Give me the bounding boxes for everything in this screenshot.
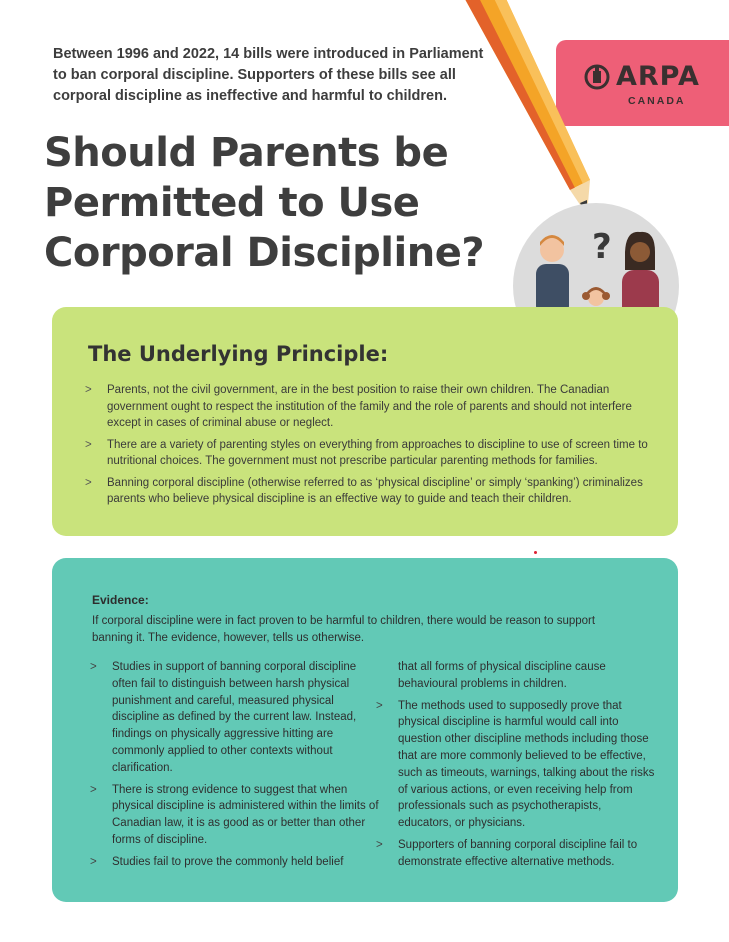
title-line-3: Corporal Discipline? [44, 230, 485, 276]
list-item: > There are a variety of parenting styles on everything from approaches to discipline to use of screen time to nutritional choices. The government must not prescribe particular parenting methods for families. [85, 437, 665, 470]
pencil-illustration [440, 0, 620, 220]
question-mark-icon: ? [592, 227, 612, 267]
list-item: > Banning corporal discipline (otherwise referred to as ‘physical discipline’ or simply ‘spanking’) criminalizes parents who believe physical discipline is an effective way to guide and teach their children. [85, 475, 665, 508]
list-item: > There is strong evidence to suggest that when physical discipline is administered within the limits of Canadian law, it is as good as or better than other forms of discipline. [90, 782, 380, 849]
intro-text: Between 1996 and 2022, 14 bills were introduced in Parliament to ban corporal discipline. Supporters of these bills see all corporal discipline as ineffective and harmful to children. [53, 46, 484, 104]
list-item: > Studies in support of banning corporal discipline often fail to distinguish between harsh physical punishment and careful, measured physical discipline as defined by the current law. Instead, findings on physically aggressive hitting are commonly applied to other contexts without clarification. [90, 659, 380, 777]
list-item: > Studies fail to prove the commonly held belief [90, 854, 380, 871]
list-item: > The methods used to supposedly prove that physical discipline is harmful would call into question other discipline methods including those that are more commonly believed to be effective, such as timeouts, warnings, talking about the risks of various actions, or even receiving help from professionals such as psychotherapists, educators, or physicians. [376, 698, 656, 832]
logo-subtitle: CANADA [628, 95, 686, 107]
title-line-1: Should Parents be [44, 130, 449, 176]
evidence-right-column [376, 659, 656, 876]
list-item: > Supporters of banning corporal discipline fail to demonstrate effective alternative methods. [376, 837, 656, 871]
logo-name: ARPA [616, 61, 700, 92]
red-dot [534, 551, 537, 554]
list-item: > Parents, not the civil government, are in the best position to raise their own children. The Canadian government ought to respect the institution of the family and the role of parents and should not interfere except in cases of criminal abuse or neglect. [85, 382, 665, 432]
evidence-intro: If corporal discipline were in fact proven to be harmful to children, there would be reason to support banning it. The evidence, however, tells us otherwise. [92, 615, 596, 644]
principle-title: The Underlying Principle: [88, 342, 389, 366]
evidence-title: Evidence: [92, 593, 149, 607]
list-item-continuation: that all forms of physical discipline cause behavioural problems in children. [398, 661, 606, 690]
title-line-2: Permitted to Use [44, 180, 420, 226]
evidence-section [52, 558, 678, 902]
evidence-left-column [90, 659, 380, 876]
principle-section [52, 307, 678, 536]
principle-list [85, 382, 665, 513]
